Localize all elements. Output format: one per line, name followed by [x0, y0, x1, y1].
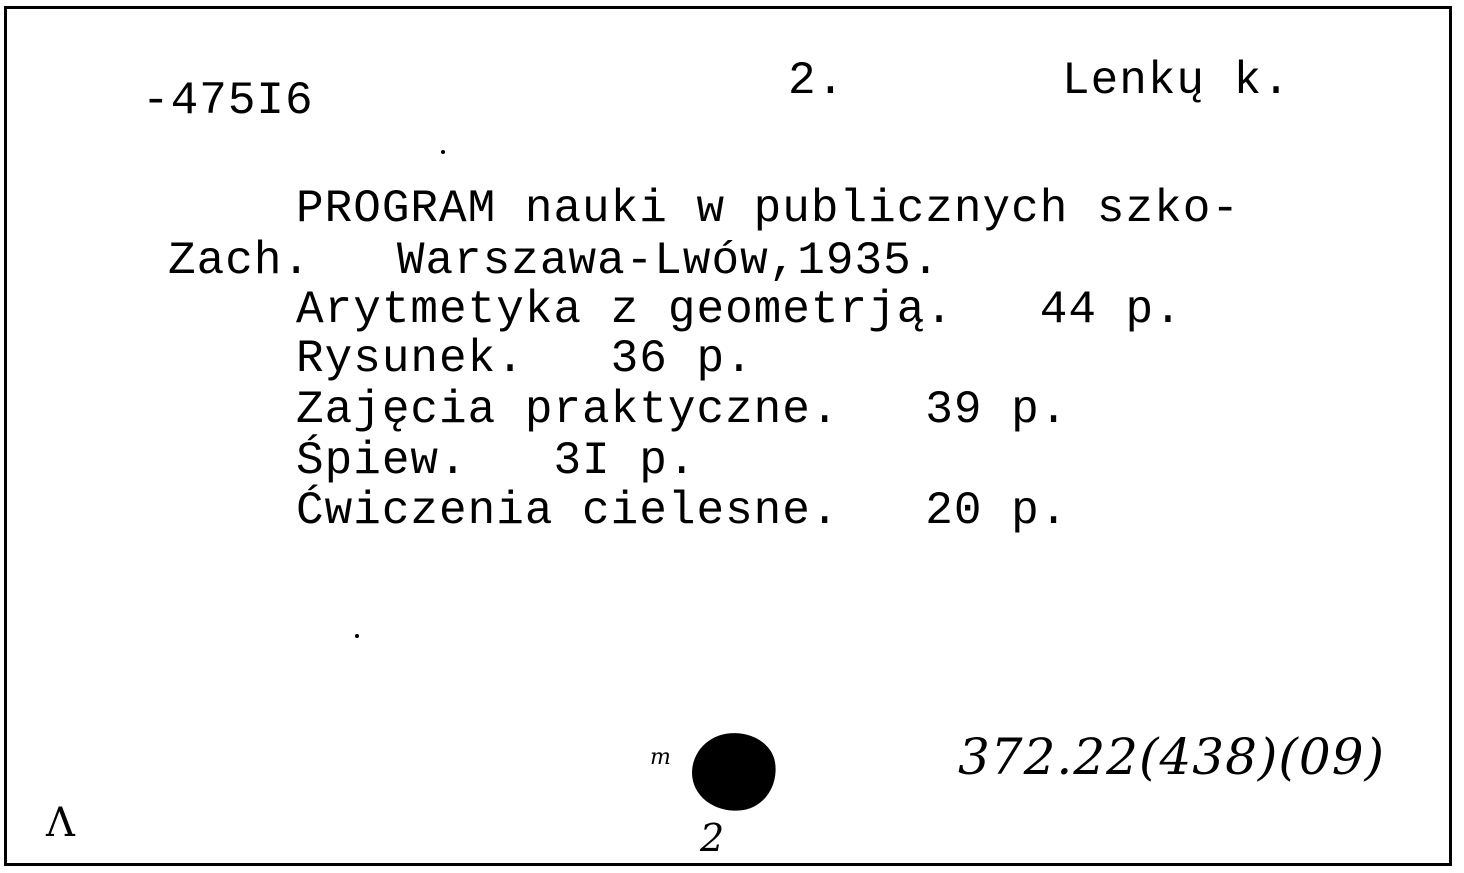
part-line: Rysunek. 36 p.	[296, 333, 754, 385]
location-label: Lenkų k.	[1062, 55, 1291, 107]
part-line: Zajęcia praktyczne. 39 p.	[296, 384, 1069, 436]
title-line-1: PROGRAM nauki w publicznych szko-	[296, 183, 1240, 235]
stamp-number: 2	[700, 816, 725, 860]
corner-mark: Λ	[46, 800, 75, 846]
card-number: -475I6	[142, 75, 314, 127]
part-line: Śpiew. 3I p.	[296, 435, 697, 487]
stamp-mark: m	[650, 745, 671, 770]
stray-dot	[441, 150, 445, 154]
stray-dot	[355, 634, 359, 638]
title-line-2: Zach. Warszawa-Lwów,1935.	[168, 235, 941, 287]
part-line: Ćwiczenia cielesne. 20 p.	[296, 485, 1069, 537]
classification-number: 372.22(438)(09)	[958, 728, 1386, 786]
part-line: Arytmetyka z geometrją. 44 p.	[296, 284, 1183, 336]
volume-number: 2.	[788, 55, 846, 107]
